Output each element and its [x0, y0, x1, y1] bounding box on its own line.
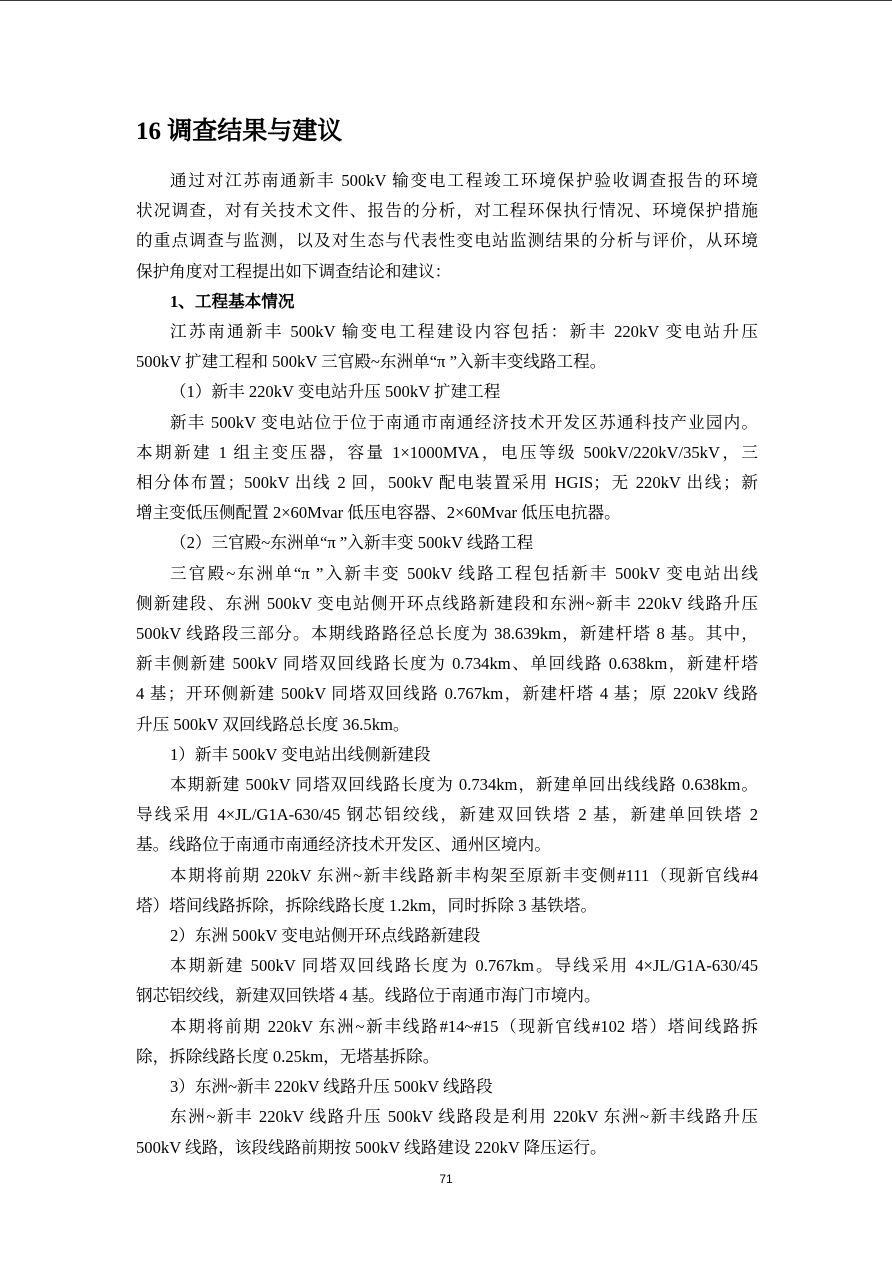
text-line: 本期新建 500kV 同塔双回线路长度为 0.767km。导线采用 4×JL/G1A-630/45 — [170, 956, 758, 976]
text-line: 本期将前期 220kV 东洲~新丰线路新丰构架至原新丰变侧#111（现新官线#4 — [170, 865, 758, 885]
document-page-body — [136, 117, 758, 1163]
text-line: 保护角度对工程提出如下调查结论和建议： — [136, 261, 452, 281]
text-line: 1）新丰 500kV 变电站出线侧新建段 — [170, 744, 431, 764]
text-line: 2）东洲 500kV 变电站侧开环点线路新建段 — [170, 926, 481, 946]
section-heading: 16 调查结果与建议 — [136, 118, 343, 145]
text-line: 增主变低压侧配置 2×60Mvar 低压电容器、2×60Mvar 低压电抗器。 — [136, 503, 621, 523]
text-line: 通过对江苏南通新丰 500kV 输变电工程竣工环境保护验收调查报告的环境 — [170, 171, 758, 190]
text-line: 侧新建段、东洲 500kV 变电站侧开环点线路新建段和东洲~新丰 220kV 线路升压 — [136, 593, 758, 613]
text-line: 升压 500kV 双回线路总长度 36.5km。 — [136, 714, 410, 734]
text-line: 基。线路位于南通市南通经济技术开发区、通州区境内。 — [136, 835, 551, 855]
text-line: 除，拆除线路长度 0.25km，无塔基拆除。 — [136, 1046, 440, 1066]
text-line: 本期将前期 220kV 东洲~新丰线路#14~#15（现新官线#102 塔）塔间线路拆 — [170, 1016, 758, 1036]
text-line: 500kV 线路，该段线路前期按 500kV 线路建设 220kV 降压运行。 — [136, 1137, 607, 1157]
text-line: 本期新建 500kV 同塔双回线路长度为 0.734km，新建单回出线线路 0.638km。 — [170, 775, 758, 795]
text-line: 三官殿~东洲单“π ”入新丰变 500kV 线路工程包括新丰 500kV 变电站出线 — [170, 563, 758, 583]
text-line: 新丰侧新建 500kV 同塔双回线路长度为 0.734km、单回线路 0.638km，新建杆塔 — [136, 654, 758, 674]
text-line: 钢芯铝绞线，新建双回铁塔 4 基。线路位于南通市海门市境内。 — [136, 986, 601, 1006]
text-line: 状况调查，对有关技术文件、报告的分析，对工程环保执行情况、环境保护措施 — [136, 201, 758, 221]
text-line: 江苏南通新丰 500kV 输变电工程建设内容包括：新丰 220kV 变电站升压 — [170, 322, 758, 342]
text-line: 1、工程基本情况 — [170, 291, 295, 311]
text-line: 500kV 扩建工程和 500kV 三官殿~东洲单“π ”入新丰变线路工程。 — [136, 352, 607, 372]
top-border-line — [0, 0, 892, 1]
text-line: 500kV 线路段三部分。本期线路路径总长度为 38.639km，新建杆塔 8 基。其中， — [136, 624, 758, 644]
text-line: 本期新建 1 组主变压器，容量 1×1000MVA，电压等级 500kV/220kV/35kV，三 — [136, 442, 758, 462]
text-line: 4 基；开环侧新建 500kV 同塔双回线路 0.767km，新建杆塔 4 基；原 220kV 线路 — [136, 684, 758, 704]
text-line: 塔）塔间线路拆除，拆除线路长度 1.2km，同时拆除 3 基铁塔。 — [136, 895, 597, 915]
text-line: 东洲~新丰 220kV 线路升压 500kV 线路段是利用 220kV 东洲~新丰线路升压 — [170, 1107, 758, 1127]
text-line: 新丰 500kV 变电站位于位于南通市南通经济技术开发区苏通科技产业园内。 — [170, 412, 758, 432]
text-line: 3）东洲~新丰 220kV 线路升压 500kV 线路段 — [170, 1077, 493, 1097]
text-line: （1）新丰 220kV 变电站升压 500kV 扩建工程 — [170, 382, 501, 402]
text-line: （2）三官殿~东洲单“π ”入新丰变 500kV 线路工程 — [170, 533, 534, 553]
page-number: 71 — [439, 1172, 453, 1186]
text-line: 导线采用 4×JL/G1A-630/45 钢芯铝绞线，新建双回铁塔 2 基，新建单回铁塔 2 — [136, 805, 758, 825]
text-line: 的重点调查与监测，以及对生态与代表性变电站监测结果的分析与评价，从环境 — [136, 231, 758, 251]
text-line: 相分体布置；500kV 出线 2 回，500kV 配电装置采用 HGIS；无 220kV 出线；新 — [136, 473, 758, 493]
body-text — [136, 166, 758, 1163]
